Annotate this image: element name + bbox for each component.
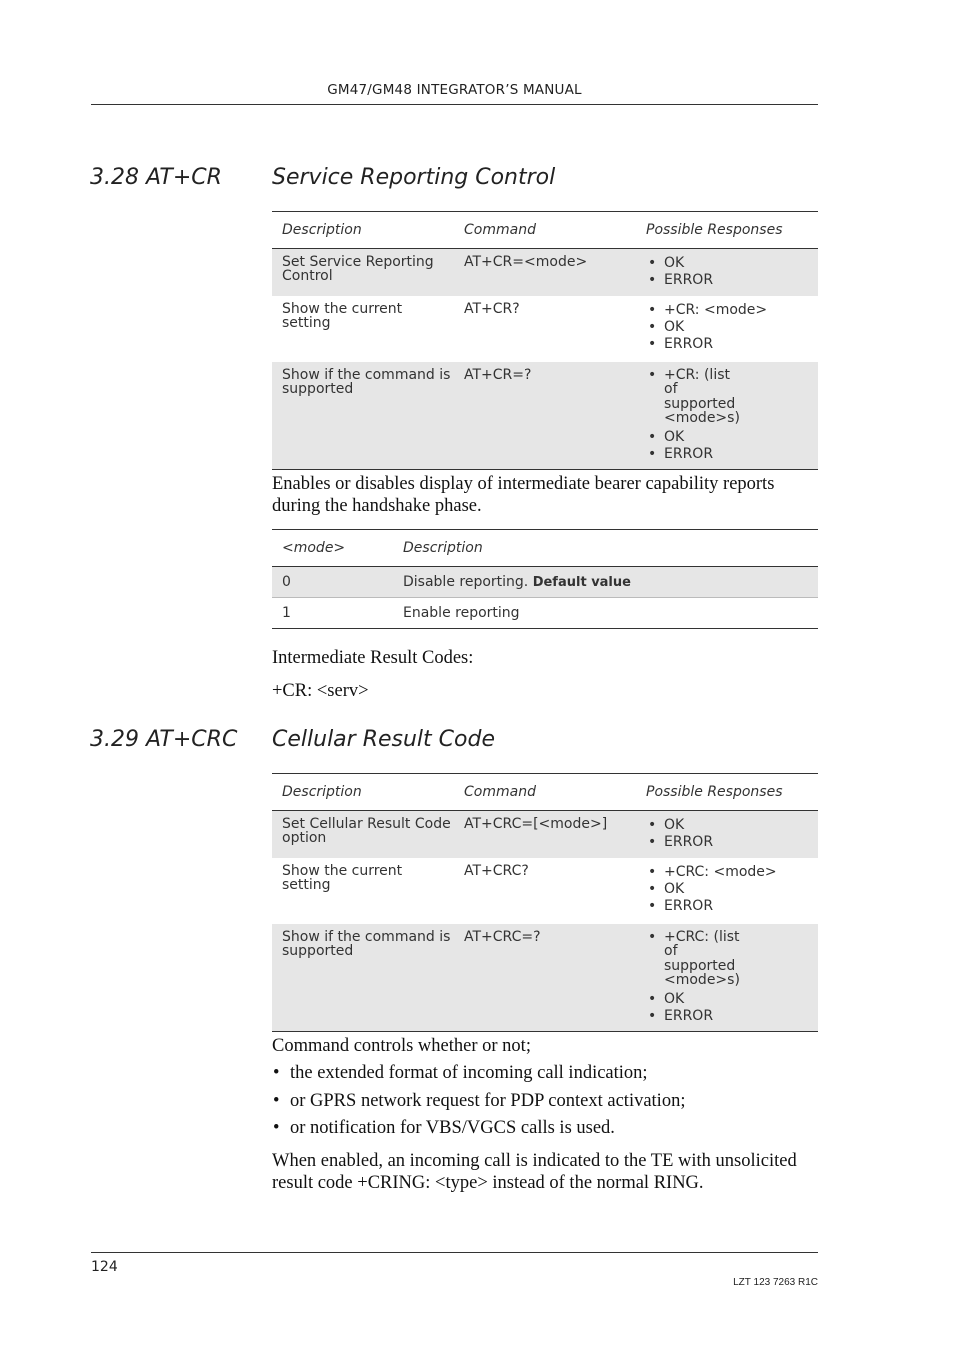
list-item: • the extended format of incoming call indication; xyxy=(272,1062,685,1090)
table-header-row xyxy=(272,774,818,811)
section-number: 3.29 AT+CRC xyxy=(90,727,238,752)
response-item: • +CRC: (list of supported <mode>s) xyxy=(646,930,744,988)
row-responses xyxy=(636,296,818,362)
row-responses xyxy=(636,858,818,924)
running-header: GM47/GM48 INTEGRATOR’S MANUAL xyxy=(327,82,582,98)
response-item: • ERROR xyxy=(646,834,818,851)
table-row xyxy=(272,858,818,924)
row-responses xyxy=(636,249,818,296)
response-item: • ERROR xyxy=(646,272,818,289)
response-item: • +CRC: <mode> xyxy=(646,864,818,881)
response-item: • OK xyxy=(646,881,818,898)
response-item: • +CR: <mode> xyxy=(646,302,818,319)
response-item: • OK xyxy=(646,991,744,1008)
footer-rule xyxy=(91,1252,818,1253)
response-item: • OK xyxy=(646,319,818,336)
crc-bullet-list xyxy=(272,1062,685,1145)
response-item: • ERROR xyxy=(646,446,736,463)
column-header: Command xyxy=(454,212,636,249)
section-title: Service Reporting Control xyxy=(272,165,556,190)
column-header: Command xyxy=(454,774,636,811)
row-description: Set Cellular Result Code option xyxy=(272,811,454,858)
mode-value: 0 xyxy=(272,567,393,598)
table-row xyxy=(272,924,818,1032)
row-description: Show if the command is supported xyxy=(272,924,454,1032)
row-description: Show the current setting xyxy=(282,862,403,893)
cr-description-paragraph: Enables or disables display of intermediate bearer capability reports during the handshake phase. xyxy=(272,474,775,516)
section-heading-at-cr xyxy=(90,165,555,190)
row-command: AT+CR=? xyxy=(454,362,636,470)
column-header: Description xyxy=(272,212,454,249)
mode-value: 1 xyxy=(272,598,393,629)
row-command: AT+CR? xyxy=(464,300,520,317)
mode-parameter-table xyxy=(272,529,818,629)
section-number: 3.28 AT+CR xyxy=(90,165,222,190)
column-header: Description xyxy=(393,530,818,567)
response-item: • OK xyxy=(646,817,818,834)
section-title: Cellular Result Code xyxy=(272,727,495,752)
column-header: Description xyxy=(272,774,454,811)
response-item: • ERROR xyxy=(646,336,818,353)
row-command: AT+CRC=? xyxy=(454,924,636,1032)
mode-description-text: Disable reporting. xyxy=(403,574,529,590)
response-item: • +CR: (list of supported <mode>s) xyxy=(646,368,736,426)
mode-description: Enable reporting xyxy=(393,598,818,629)
at-cr-command-table xyxy=(272,211,818,470)
intermediate-result-label: Intermediate Result Codes: xyxy=(272,648,474,668)
column-header: <mode> xyxy=(272,530,393,567)
default-value-note: Default value xyxy=(532,575,631,590)
table-header-row xyxy=(272,212,818,249)
at-crc-command-table xyxy=(272,773,818,1032)
response-item: • ERROR xyxy=(646,898,818,915)
crc-intro-text: Command controls whether or not; xyxy=(272,1036,531,1056)
row-command: AT+CRC? xyxy=(464,862,529,879)
list-item: • or notification for VBS/VGCS calls is used. xyxy=(272,1117,685,1145)
table-row xyxy=(272,362,818,470)
table-row xyxy=(272,598,818,629)
response-item: • ERROR xyxy=(646,1008,744,1025)
row-command: AT+CRC=[<mode>] xyxy=(454,811,636,858)
page-number: 124 xyxy=(91,1259,118,1275)
intermediate-result-code: +CR: <serv> xyxy=(272,681,369,701)
row-responses xyxy=(636,362,818,470)
list-item: • or GPRS network request for PDP context activation; xyxy=(272,1090,685,1118)
document-id: LZT 123 7263 R1C xyxy=(733,1277,818,1288)
section-heading-at-crc xyxy=(90,727,495,752)
column-header: Possible Responses xyxy=(636,774,818,811)
row-description: Set Service Reporting Control xyxy=(272,249,454,296)
mode-description xyxy=(393,567,818,598)
table-header-row xyxy=(272,530,818,567)
table-row xyxy=(272,249,818,296)
table-row xyxy=(272,567,818,598)
response-item: • OK xyxy=(646,429,736,446)
row-command: AT+CR=<mode> xyxy=(454,249,636,296)
column-header: Possible Responses xyxy=(636,212,818,249)
row-description: Show if the command is supported xyxy=(272,362,454,470)
header-rule xyxy=(91,104,818,105)
row-description: Show the current setting xyxy=(282,300,403,331)
table-row xyxy=(272,811,818,858)
response-item: • OK xyxy=(646,255,818,272)
table-row xyxy=(272,296,818,362)
crc-closing-paragraph: When enabled, an incoming call is indicated to the TE with unsolicited result code +CRING: <type> instead of the normal RING. xyxy=(272,1151,797,1193)
row-responses xyxy=(636,811,818,858)
row-responses xyxy=(636,924,818,1032)
